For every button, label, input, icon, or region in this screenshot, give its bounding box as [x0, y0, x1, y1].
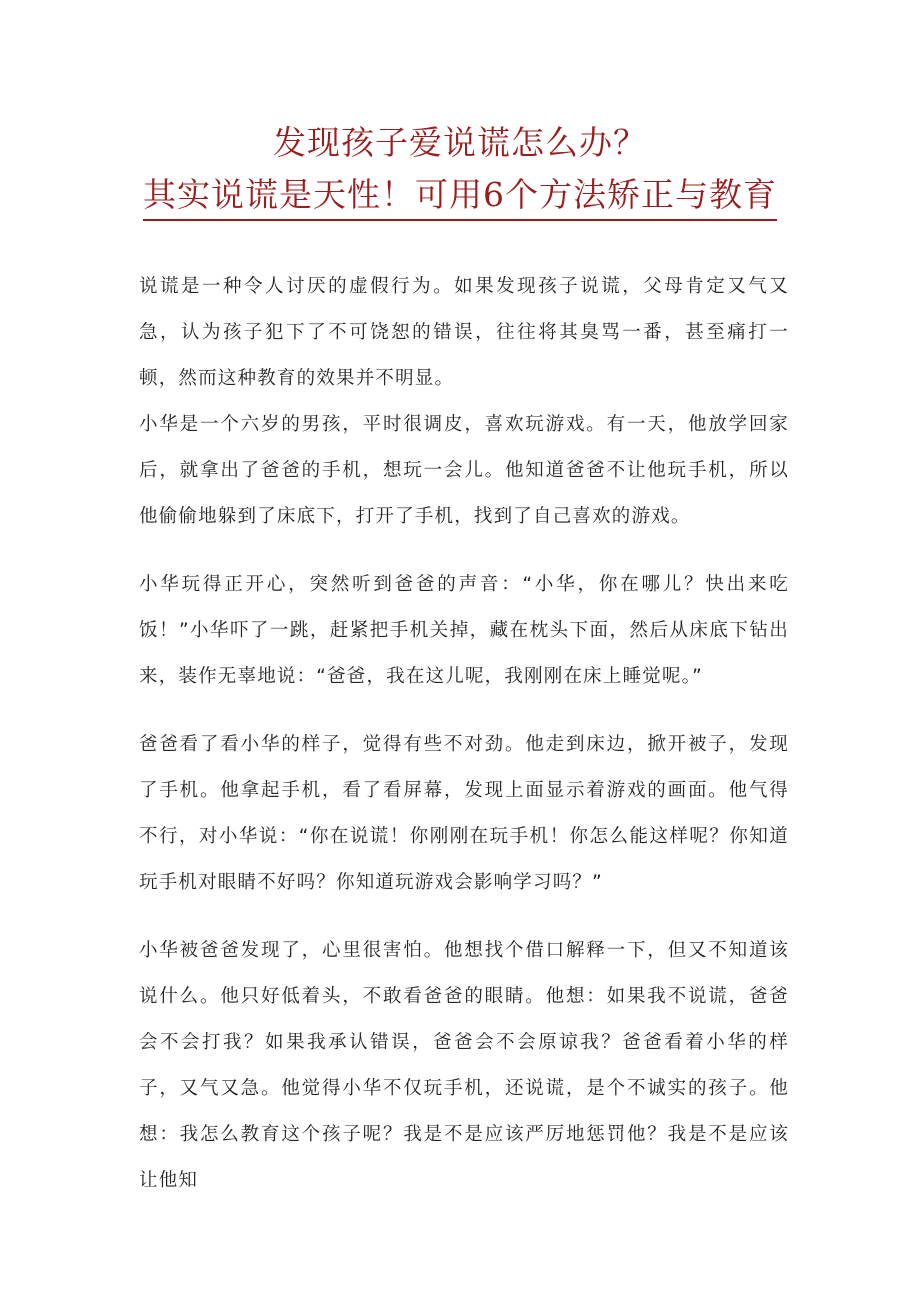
article-title	[0, 118, 920, 221]
title-line-1: 发现孩子爱说谎怎么办？	[273, 123, 647, 162]
paragraph-story-4: 小华被爸爸发现了，心里很害怕。他想找个借口解释一下，但又不知道该说什么。他只好低着头，不敢看爸爸的眼睛。他想：如果我不说谎，爸爸会不会打我？如果我承认错误，爸爸会不会原谅我？爸爸看着小华的样子，又气又急。他觉得小华不仅玩手机，还说谎，是个不诚实的孩子。他想：我怎么教育这个孩子呢？我是不是应该严厉地惩罚他？我是不是应该让他知	[139, 940, 789, 1191]
title-line-2: 其实说谎是天性！可用6个方法矫正与教育	[143, 173, 777, 221]
paragraph-story-1: 小华是一个六岁的男孩，平时很调皮，喜欢玩游戏。有一天，他放学回家后，就拿出了爸爸的手机，想玩一会儿。他知道爸爸不让他玩手机，所以他偷偷地躲到了床底下，打开了手机，找到了自己喜欢的游戏。	[139, 414, 789, 527]
title-line-2-wrap	[0, 170, 920, 221]
article-body	[139, 264, 789, 1204]
paragraph-story-3: 爸爸看了看小华的样子，觉得有些不对劲。他走到床边，掀开被子，发现了手机。他拿起手机，看了看屏幕，发现上面显示着游戏的画面。他气得不行，对小华说：“你在说谎！你刚刚在玩手机！你怎么能这样呢？你知道玩手机对眼睛不好吗？你知道玩游戏会影响学习吗？”	[139, 734, 789, 893]
paragraph-story-2: 小华玩得正开心，突然听到爸爸的声音：“小华，你在哪儿？快出来吃饭！”小华吓了一跳，赶紧把手机关掉，藏在枕头下面，然后从床底下钻出来，装作无辜地说：“爸爸，我在这儿呢，我刚刚在床上睡觉呢。”	[139, 574, 789, 687]
paragraph-intro: 说谎是一种令人讨厌的虚假行为。如果发现孩子说谎，父母肯定又气又急，认为孩子犯下了不可饶恕的错误，往往将其臭骂一番，甚至痛打一顿，然而这种教育的效果并不明显。	[139, 276, 789, 389]
